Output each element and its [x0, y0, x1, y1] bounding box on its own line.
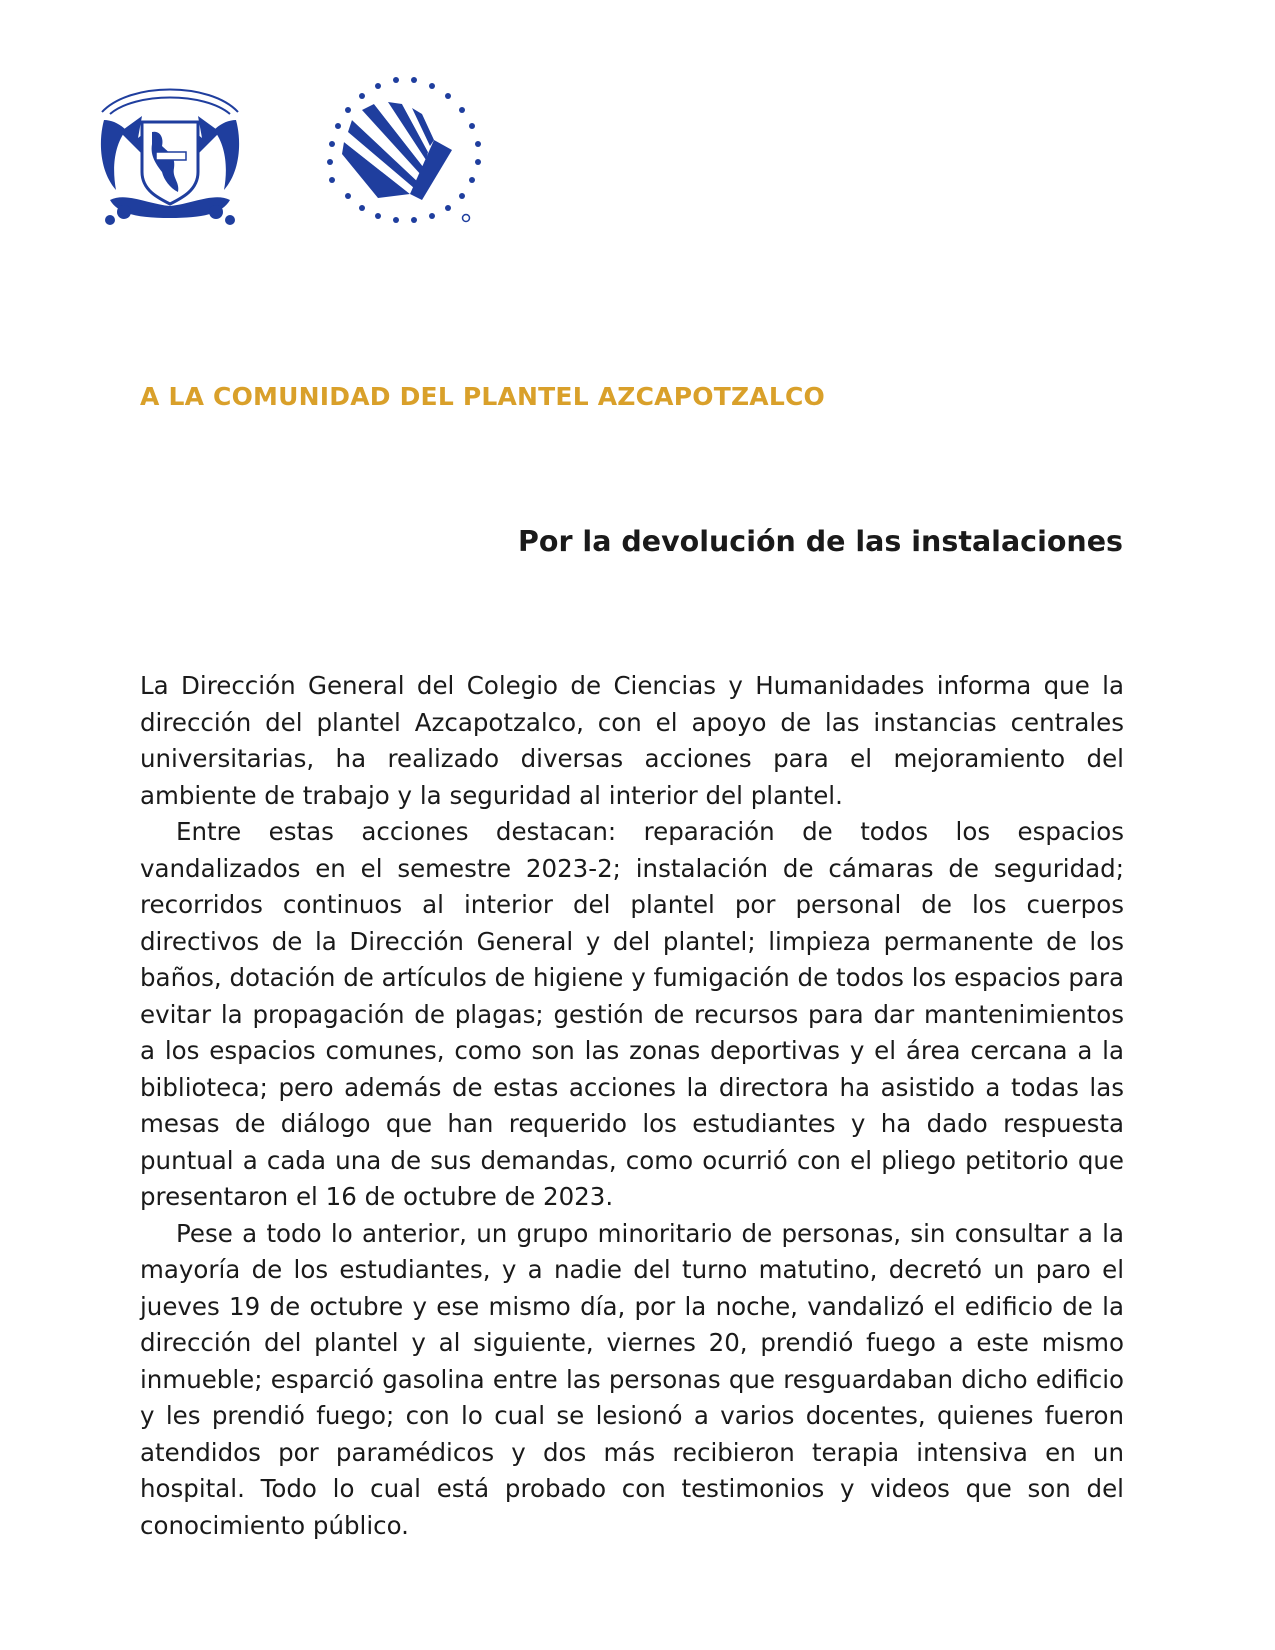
body-text	[140, 668, 1124, 1544]
paragraph-1: La Dirección General del Colegio de Ciencias y Humanidades informa que la dirección del plantel Azcapotzalco, con el apoyo de las instancias centrales universitarias, ha realizado diversas acciones para el mejoramiento del ambiente de trabajo y la seguridad al interior del plantel.	[140, 671, 1124, 810]
page-title: Por la devolución de las instalaciones	[517, 525, 1123, 558]
heading: A LA COMUNIDAD DEL PLANTEL AZCAPOTZALCO	[140, 382, 825, 411]
unam-logo	[90, 72, 250, 232]
cch-logo	[318, 62, 488, 232]
paragraph-3: Pese a todo lo anterior, un grupo minoritario de personas, sin consultar a la mayoría de los estudiantes, y a nadie del turno matutino, decretó un paro el jueves 19 de octubre y ese mismo día, por la noche, vandalizó el edificio de la dirección del plantel y al siguiente, viernes 20, prendió fuego a este mismo inmueble; esparció gasolina entre las personas que resguardaban dicho edificio y les prendió fuego; con lo cual se lesionó a varios docentes, quienes fueron atendidos por paramédicos y dos más recibieron terapia intensiva en un hospital. Todo lo cual está probado con testimonios y videos que son del conocimiento público.	[140, 1218, 1124, 1540]
paragraph-2: Entre estas acciones destacan: reparación de todos los espacios vandalizados en el semestre 2023-2; instalación de cámaras de seguridad; recorridos continuos al interior del plantel por personal de los cuerpos directivos de la Dirección General y del plantel; limpieza permanente de los baños, dotación de artículos de higiene y fumigación de todos los espacios para evitar la propagación de plagas; gestión de recursos para dar mantenimientos a los espacios comunes, como son las zonas deportivas y el área cercana a la biblioteca; pero además de estas acciones la directora ha asistido a todas las mesas de diálogo que han requerido los estudiantes y ha dado respuesta puntual a cada una de sus demandas, como ocurrió con el pliego petitorio que presentaron el 16 de octubre de 2023.	[140, 817, 1124, 1211]
